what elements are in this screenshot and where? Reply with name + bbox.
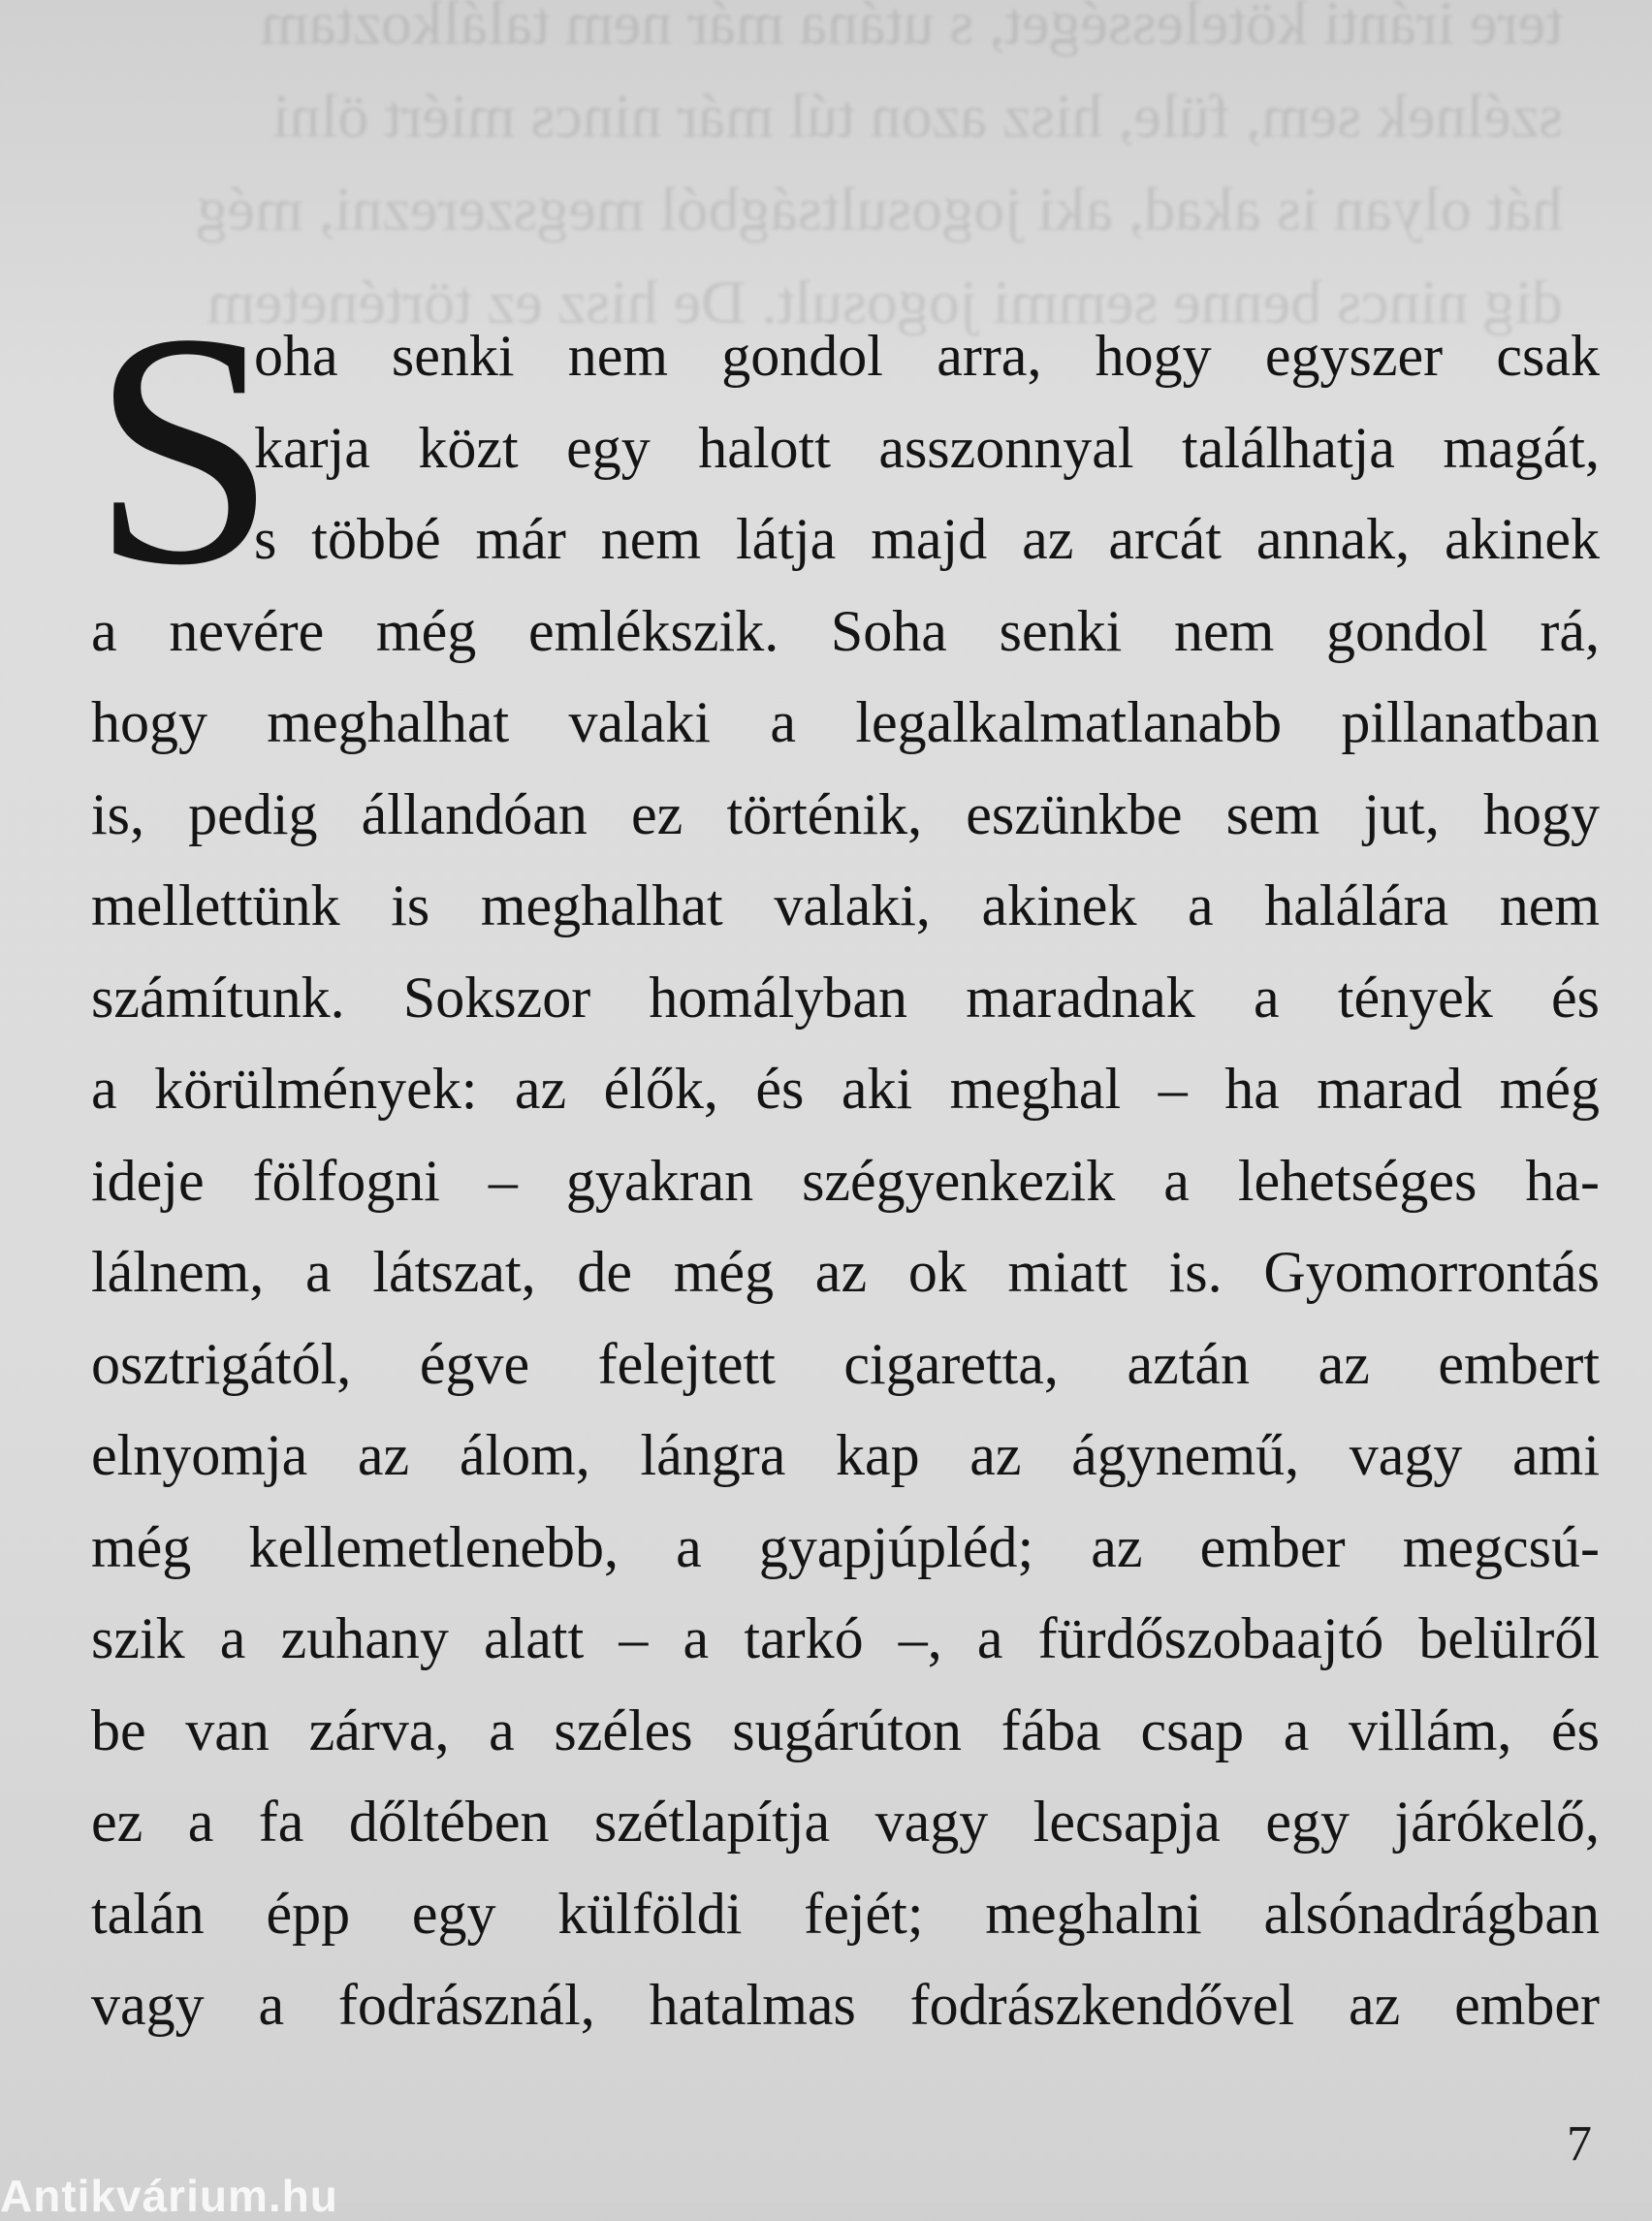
text-line: lálnem, a látszat, de még az ok miatt is. Gyomorrontás [91, 1240, 1600, 1304]
text-line: elnyomja az álom, lángra kap az ágynemű, vagy ami [91, 1423, 1600, 1487]
page-number: 7 [1567, 2116, 1592, 2172]
text-line: mellettünk is meghalhat valaki, akinek a halálára nem [91, 873, 1600, 937]
text-line: s többé már nem látja majd az arcát annak, akinek [254, 507, 1600, 571]
bleed-line: dig nincs benne semmi jogosult. De hisz ez történetem [206, 268, 1563, 336]
text-line: ideje fölfogni – gyakran szégyenkezik a lehetséges ha- [91, 1148, 1600, 1213]
text-line: oha senki nem gondol arra, hogy egyszer csak [254, 324, 1600, 388]
text-line: talán épp egy külföldi fejét; meghalni alsónadrágban [91, 1881, 1600, 1946]
text-line: számítunk. Sokszor homályban maradnak a tények és [91, 965, 1600, 1030]
text-line: a nevére még emlékszik. Soha senki nem gondol rá, [91, 598, 1600, 663]
bleed-line: tere iránti kötelességet, s utána már nem találkoztam [260, 0, 1563, 57]
bleed-line: szélnek sem, füle, hisz azon túl már nincs miért ölni [271, 81, 1563, 150]
text-line: karja közt egy halott asszonnyal találhatja magát, [254, 415, 1600, 480]
text-line: be van zárva, a széles sugárúton fába csap a villám, és [91, 1697, 1600, 1762]
text-line: is, pedig állandóan ez történik, eszünkbe sem jut, hogy [91, 781, 1600, 846]
bleed-line: hát olyan is akad, aki jogosultságból megszerezni, még [196, 175, 1563, 243]
text-line: még kellemetlenebb, a gyapjúpléd; az ember megcsú- [91, 1514, 1600, 1579]
text-line: hogy meghalhat valaki a legalkalmatlanabb pillanatban [91, 690, 1600, 754]
text-line: vagy a fodrásznál, hatalmas fodrászkendővel az ember [91, 1973, 1600, 2037]
text-line: a körülmények: az élők, és aki meghal – ha marad még [91, 1057, 1600, 1121]
text-line: osztrigától, égve felejtett cigaretta, aztán az embert [91, 1331, 1600, 1396]
text-line: ez a fa dőltében szétlapítja vagy lecsapja egy járókelő, [91, 1790, 1600, 1854]
drop-cap: S [91, 265, 277, 634]
text-line: szik a zuhany alatt – a tarkó –, a fürdőszobaajtó belülről [91, 1606, 1600, 1670]
watermark: Antikvárium.hu [0, 2171, 338, 2221]
